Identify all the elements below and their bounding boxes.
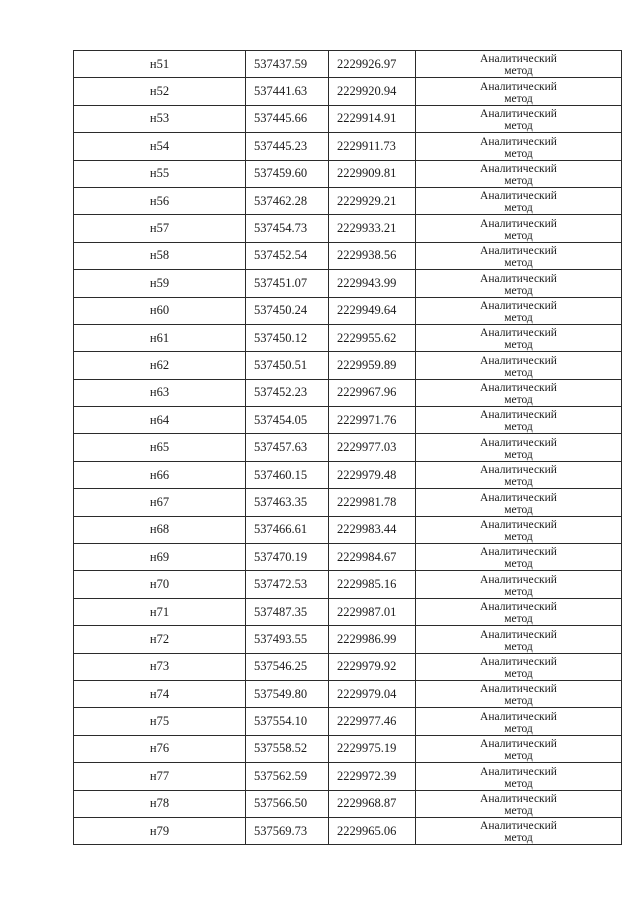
method-cell [416,653,622,680]
method-line-1: Аналитический [480,738,557,751]
point-name-cell: н54 [74,133,246,160]
method-line-2: метод [504,366,533,379]
method-line-2: метод [504,448,533,461]
y-coordinate-cell: 2229920.94 [329,78,416,105]
coordinates-table-body [74,51,622,845]
method-cell [416,763,622,790]
x-coordinate-cell: 537487.35 [246,598,329,625]
method-line-2: метод [504,503,533,516]
point-name-cell: н75 [74,708,246,735]
table-row [74,489,622,516]
table-row [74,598,622,625]
x-coordinate-cell: 537457.63 [246,434,329,461]
table-row [74,379,622,406]
method-line-2: метод [504,311,533,324]
point-name-cell: н57 [74,215,246,242]
y-coordinate-cell: 2229909.81 [329,160,416,187]
table-row [74,790,622,817]
method-cell [416,78,622,105]
x-coordinate-cell: 537493.55 [246,626,329,653]
y-coordinate-cell: 2229968.87 [329,790,416,817]
method-cell [416,544,622,571]
method-line-1: Аналитический [480,354,557,367]
y-coordinate-cell: 2229971.76 [329,407,416,434]
point-name-cell: н52 [74,78,246,105]
x-coordinate-cell: 537450.12 [246,324,329,351]
method-line-1: Аналитический [480,382,557,395]
table-row [74,763,622,790]
method-line-2: метод [504,92,533,105]
table-row [74,407,622,434]
y-coordinate-cell: 2229967.96 [329,379,416,406]
coordinates-table [73,50,622,845]
method-cell [416,297,622,324]
table-row [74,297,622,324]
method-line-2: метод [504,585,533,598]
method-cell [416,735,622,762]
point-name-cell: н55 [74,160,246,187]
method-cell [416,133,622,160]
method-line-2: метод [504,804,533,817]
point-name-cell: н56 [74,187,246,214]
point-name-cell: н71 [74,598,246,625]
method-cell [416,51,622,78]
x-coordinate-cell: 537558.52 [246,735,329,762]
y-coordinate-cell: 2229979.04 [329,680,416,707]
x-coordinate-cell: 537554.10 [246,708,329,735]
point-name-cell: н62 [74,352,246,379]
point-name-cell: н64 [74,407,246,434]
method-cell [416,324,622,351]
method-line-1: Аналитический [480,464,557,477]
method-cell [416,817,622,844]
x-coordinate-cell: 537452.23 [246,379,329,406]
method-line-1: Аналитический [480,573,557,586]
method-cell [416,407,622,434]
point-name-cell: н53 [74,105,246,132]
method-line-2: метод [504,257,533,270]
x-coordinate-cell: 537463.35 [246,489,329,516]
method-line-2: метод [504,695,533,708]
point-name-cell: н60 [74,297,246,324]
y-coordinate-cell: 2229914.91 [329,105,416,132]
point-name-cell: н74 [74,680,246,707]
x-coordinate-cell: 537445.66 [246,105,329,132]
method-cell [416,461,622,488]
table-row [74,78,622,105]
method-line-1: Аналитический [480,683,557,696]
table-row [74,544,622,571]
method-line-2: метод [504,476,533,489]
table-row [74,324,622,351]
method-cell [416,215,622,242]
table-row [74,352,622,379]
table-row [74,571,622,598]
method-line-1: Аналитический [480,655,557,668]
point-name-cell: н68 [74,516,246,543]
point-name-cell: н77 [74,763,246,790]
method-line-1: Аналитический [480,272,557,285]
method-line-2: метод [504,120,533,133]
method-cell [416,105,622,132]
x-coordinate-cell: 537460.15 [246,461,329,488]
method-line-1: Аналитический [480,628,557,641]
x-coordinate-cell: 537546.25 [246,653,329,680]
point-name-cell: н76 [74,735,246,762]
table-row [74,461,622,488]
y-coordinate-cell: 2229986.99 [329,626,416,653]
method-line-2: метод [504,65,533,78]
method-line-1: Аналитический [480,190,557,203]
x-coordinate-cell: 537549.80 [246,680,329,707]
method-line-1: Аналитический [480,217,557,230]
table-row [74,133,622,160]
method-line-2: метод [504,202,533,215]
y-coordinate-cell: 2229955.62 [329,324,416,351]
point-name-cell: н63 [74,379,246,406]
method-line-2: метод [504,777,533,790]
point-name-cell: н79 [74,817,246,844]
table-row [74,51,622,78]
y-coordinate-cell: 2229979.92 [329,653,416,680]
method-line-2: метод [504,229,533,242]
table-row [74,735,622,762]
method-cell [416,598,622,625]
y-coordinate-cell: 2229977.03 [329,434,416,461]
y-coordinate-cell: 2229972.39 [329,763,416,790]
y-coordinate-cell: 2229987.01 [329,598,416,625]
method-line-2: метод [504,613,533,626]
x-coordinate-cell: 537462.28 [246,187,329,214]
point-name-cell: н65 [74,434,246,461]
method-line-1: Аналитический [480,491,557,504]
point-name-cell: н51 [74,51,246,78]
point-name-cell: н78 [74,790,246,817]
y-coordinate-cell: 2229975.19 [329,735,416,762]
method-cell [416,489,622,516]
method-line-1: Аналитический [480,436,557,449]
x-coordinate-cell: 537566.50 [246,790,329,817]
y-coordinate-cell: 2229926.97 [329,51,416,78]
method-cell [416,626,622,653]
method-line-1: Аналитический [480,820,557,833]
method-cell [416,790,622,817]
y-coordinate-cell: 2229949.64 [329,297,416,324]
method-line-2: метод [504,640,533,653]
table-row [74,105,622,132]
method-line-1: Аналитический [480,245,557,258]
x-coordinate-cell: 537452.54 [246,242,329,269]
y-coordinate-cell: 2229981.78 [329,489,416,516]
method-line-1: Аналитический [480,765,557,778]
method-line-1: Аналитический [480,135,557,148]
point-name-cell: н69 [74,544,246,571]
method-line-2: метод [504,421,533,434]
method-cell [416,708,622,735]
y-coordinate-cell: 2229979.48 [329,461,416,488]
y-coordinate-cell: 2229983.44 [329,516,416,543]
method-line-2: метод [504,284,533,297]
x-coordinate-cell: 537450.24 [246,297,329,324]
method-cell [416,352,622,379]
method-line-1: Аналитический [480,792,557,805]
y-coordinate-cell: 2229938.56 [329,242,416,269]
point-name-cell: н70 [74,571,246,598]
x-coordinate-cell: 537451.07 [246,270,329,297]
method-line-2: метод [504,558,533,571]
x-coordinate-cell: 537454.73 [246,215,329,242]
table-row [74,516,622,543]
method-cell [416,242,622,269]
y-coordinate-cell: 2229985.16 [329,571,416,598]
table-row [74,434,622,461]
method-cell [416,516,622,543]
method-line-1: Аналитический [480,299,557,312]
point-name-cell: н66 [74,461,246,488]
y-coordinate-cell: 2229933.21 [329,215,416,242]
method-cell [416,571,622,598]
table-row [74,817,622,844]
point-name-cell: н72 [74,626,246,653]
method-line-2: метод [504,394,533,407]
x-coordinate-cell: 537454.05 [246,407,329,434]
point-name-cell: н73 [74,653,246,680]
table-row [74,708,622,735]
x-coordinate-cell: 537441.63 [246,78,329,105]
y-coordinate-cell: 2229929.21 [329,187,416,214]
method-line-1: Аналитический [480,409,557,422]
method-cell [416,379,622,406]
table-row [74,215,622,242]
y-coordinate-cell: 2229977.46 [329,708,416,735]
table-row [74,680,622,707]
point-name-cell: н59 [74,270,246,297]
y-coordinate-cell: 2229943.99 [329,270,416,297]
method-cell [416,434,622,461]
table-row [74,653,622,680]
point-name-cell: н61 [74,324,246,351]
y-coordinate-cell: 2229984.67 [329,544,416,571]
method-line-2: метод [504,174,533,187]
method-line-2: метод [504,147,533,160]
point-name-cell: н58 [74,242,246,269]
point-name-cell: н67 [74,489,246,516]
method-line-2: метод [504,750,533,763]
x-coordinate-cell: 537562.59 [246,763,329,790]
y-coordinate-cell: 2229911.73 [329,133,416,160]
x-coordinate-cell: 537459.60 [246,160,329,187]
x-coordinate-cell: 537437.59 [246,51,329,78]
method-line-2: метод [504,832,533,845]
y-coordinate-cell: 2229959.89 [329,352,416,379]
x-coordinate-cell: 537472.53 [246,571,329,598]
method-line-1: Аналитический [480,80,557,93]
method-line-2: метод [504,531,533,544]
table-row [74,242,622,269]
x-coordinate-cell: 537466.61 [246,516,329,543]
method-line-1: Аналитический [480,53,557,66]
method-line-1: Аналитический [480,108,557,121]
x-coordinate-cell: 537470.19 [246,544,329,571]
method-line-1: Аналитический [480,327,557,340]
table-row [74,187,622,214]
method-line-1: Аналитический [480,710,557,723]
x-coordinate-cell: 537445.23 [246,133,329,160]
method-line-1: Аналитический [480,546,557,559]
method-cell [416,187,622,214]
method-line-2: метод [504,667,533,680]
method-line-2: метод [504,339,533,352]
method-line-1: Аналитический [480,601,557,614]
method-line-2: метод [504,722,533,735]
method-cell [416,680,622,707]
table-row [74,626,622,653]
x-coordinate-cell: 537569.73 [246,817,329,844]
method-cell [416,270,622,297]
x-coordinate-cell: 537450.51 [246,352,329,379]
method-cell [416,160,622,187]
table-row [74,270,622,297]
table-row [74,160,622,187]
method-line-1: Аналитический [480,162,557,175]
method-line-1: Аналитический [480,519,557,532]
y-coordinate-cell: 2229965.06 [329,817,416,844]
